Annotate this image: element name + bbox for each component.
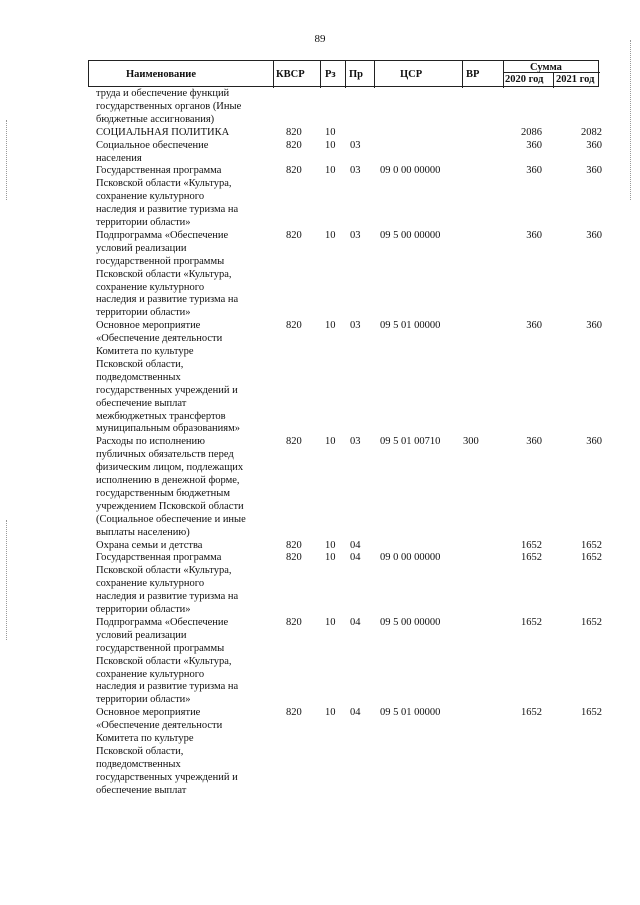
row-name-line: Подпрограмма «Обеспечение — [96, 616, 229, 628]
row-name-line: Псковской области «Культура, — [96, 565, 232, 577]
row-pr: 04 — [350, 539, 361, 551]
row-pr: 04 — [350, 707, 361, 719]
row-name-line: Государственная программа — [96, 552, 222, 564]
row-name-line: сохранение культурного — [96, 668, 205, 680]
row-pr: 04 — [350, 616, 361, 628]
row-name-line: исполнению в денежной форме, — [96, 475, 240, 486]
row-s2020: 360 — [526, 165, 542, 177]
row-name-line: наследия и развитие туризма на — [96, 204, 239, 216]
row-name-line: территории области» — [96, 217, 191, 228]
row-s2020: 1652 — [521, 616, 542, 628]
row-name-line: сохранение культурного — [96, 191, 205, 203]
row-name-line: бюджетные ассигнования) — [96, 113, 215, 125]
header-divider — [374, 61, 375, 88]
row-csr: 09 5 01 00000 — [380, 320, 441, 332]
row-name-line: учреждением Псковской области — [96, 500, 244, 512]
row-s2020: 360 — [526, 229, 542, 241]
row-name-line: сохранение культурного — [96, 281, 205, 293]
row-name-line: Расходы по исполнению — [96, 436, 205, 448]
header-divider — [320, 61, 321, 88]
header-divider — [503, 61, 504, 88]
row-name-line: государственной программы — [96, 255, 225, 267]
row-vr: 300 — [463, 436, 479, 448]
row-csr: 09 5 01 00710 — [380, 436, 441, 448]
row-name-line: Государственная программа — [96, 165, 222, 177]
row-s2021: 1652 — [581, 539, 602, 551]
row-pr: 03 — [350, 165, 361, 177]
scan-artifact — [630, 40, 631, 200]
row-name-line: Псковской области, — [96, 745, 184, 757]
row-name-line: Псковской области, — [96, 358, 184, 370]
row-s2021: 360 — [586, 229, 602, 241]
header-pr: Пр — [349, 69, 364, 80]
header-divider — [273, 61, 274, 88]
row-name-line: выплаты населению) — [96, 526, 190, 538]
row-s2021: 2082 — [581, 126, 602, 138]
row-s2020: 360 — [526, 436, 542, 448]
row-csr: 09 5 00 00000 — [380, 616, 441, 628]
row-name-line: обеспечение выплат — [96, 397, 187, 409]
row-csr: 09 5 00 00000 — [380, 229, 441, 241]
row-name-line: «Обеспечение деятельности — [96, 333, 223, 345]
row-name-line: подведомственных — [96, 758, 181, 770]
row-name-line: условий реализации — [96, 242, 187, 254]
header-year-2021: 2021 год — [556, 74, 595, 85]
row-s2020: 1652 — [521, 552, 542, 564]
row-s2021: 360 — [586, 165, 602, 177]
row-rz: 10 — [325, 229, 336, 241]
row-s2020: 360 — [526, 139, 542, 151]
row-name-line: Основное мероприятие — [96, 707, 201, 719]
row-name-line: Охрана семьи и детства — [96, 539, 203, 551]
row-rz: 10 — [325, 552, 336, 564]
row-name-line: «Обеспечение деятельности — [96, 720, 223, 732]
row-rz: 10 — [325, 707, 336, 719]
row-name-line: наследия и развитие туризма на — [96, 681, 239, 693]
header-kvsr: КВСР — [276, 69, 305, 80]
row-kvsr: 820 — [286, 552, 302, 564]
row-rz: 10 — [325, 126, 336, 138]
row-name-line: СОЦИАЛЬНАЯ ПОЛИТИКА — [96, 126, 230, 138]
row-s2020: 1652 — [521, 707, 542, 719]
row-name-line: обеспечение выплат — [96, 784, 187, 796]
row-rz: 10 — [325, 616, 336, 628]
row-s2020: 360 — [526, 320, 542, 332]
row-csr: 09 0 00 00000 — [380, 165, 441, 177]
row-name-line: Комитета по культуре — [96, 733, 194, 744]
header-rz: Рз — [325, 69, 336, 80]
header-year-2020: 2020 год — [505, 74, 544, 85]
row-kvsr: 820 — [286, 229, 302, 241]
scan-artifact — [6, 120, 7, 200]
row-kvsr: 820 — [286, 139, 302, 151]
row-kvsr: 820 — [286, 165, 302, 177]
row-name-line: территории области» — [96, 694, 191, 706]
header-csr: ЦСР — [400, 69, 423, 80]
header-divider — [553, 72, 554, 88]
row-name-line: населения — [96, 152, 142, 164]
row-rz: 10 — [325, 165, 336, 177]
row-name-line: Псковской области «Культура, — [96, 655, 232, 667]
row-name-line: (Социальное обеспечение и иные — [96, 513, 246, 525]
row-kvsr: 820 — [286, 320, 302, 332]
row-name-line: наследия и развитие туризма на — [96, 591, 239, 603]
row-kvsr: 820 — [286, 707, 302, 719]
row-name-line: труда и обеспечение функций — [96, 88, 230, 99]
row-s2020: 1652 — [521, 539, 542, 551]
row-name-line: территории области» — [96, 604, 191, 615]
row-name-line: наследия и развитие туризма на — [96, 294, 239, 306]
row-name-line: условий реализации — [96, 629, 187, 641]
row-csr: 09 0 00 00000 — [380, 552, 441, 564]
row-kvsr: 820 — [286, 539, 302, 551]
row-name-line: Псковской области «Культура, — [96, 268, 232, 280]
row-rz: 10 — [325, 436, 336, 448]
scan-artifact — [6, 520, 7, 640]
row-pr: 03 — [350, 229, 361, 241]
row-csr: 09 5 01 00000 — [380, 707, 441, 719]
page-number: 89 — [314, 33, 326, 45]
row-name-line: Псковской области «Культура, — [96, 178, 232, 190]
row-name-line: физическим лицом, подлежащих — [96, 462, 244, 474]
row-kvsr: 820 — [286, 126, 302, 138]
row-s2021: 360 — [586, 320, 602, 332]
row-rz: 10 — [325, 539, 336, 551]
row-name-line: сохранение культурного — [96, 578, 205, 590]
row-s2020: 2086 — [521, 126, 542, 138]
row-s2021: 1652 — [581, 616, 602, 628]
row-pr: 04 — [350, 552, 361, 564]
row-name-line: государственной программы — [96, 642, 225, 654]
row-name-line: Основное мероприятие — [96, 320, 201, 332]
row-name-line: государственных учреждений и — [96, 771, 238, 783]
header-vr: ВР — [466, 69, 480, 80]
row-name-line: Социальное обеспечение — [96, 139, 209, 151]
row-name-line: государственных органов (Иные — [96, 100, 242, 112]
row-pr: 03 — [350, 320, 361, 332]
row-name-line: государственным бюджетным — [96, 487, 230, 499]
row-name-line: муниципальным образованиям» — [96, 423, 240, 435]
row-pr: 03 — [350, 436, 361, 448]
row-name-line: публичных обязательств перед — [96, 449, 234, 461]
header-name: Наименование — [126, 69, 196, 80]
row-s2021: 360 — [586, 139, 602, 151]
header-divider — [345, 61, 346, 88]
row-rz: 10 — [325, 139, 336, 151]
row-s2021: 1652 — [581, 707, 602, 719]
row-s2021: 360 — [586, 436, 602, 448]
row-kvsr: 820 — [286, 436, 302, 448]
row-name-line: Комитета по культуре — [96, 346, 194, 357]
row-pr: 03 — [350, 139, 361, 151]
row-s2021: 1652 — [581, 552, 602, 564]
row-name-line: Подпрограмма «Обеспечение — [96, 229, 229, 241]
row-rz: 10 — [325, 320, 336, 332]
row-name-line: межбюджетных трансфертов — [96, 410, 226, 422]
header-divider — [462, 61, 463, 88]
row-name-line: территории области» — [96, 307, 191, 319]
header-sum: Сумма — [530, 62, 562, 73]
row-kvsr: 820 — [286, 616, 302, 628]
row-name-line: государственных учреждений и — [96, 384, 238, 396]
row-name-line: подведомственных — [96, 371, 181, 383]
